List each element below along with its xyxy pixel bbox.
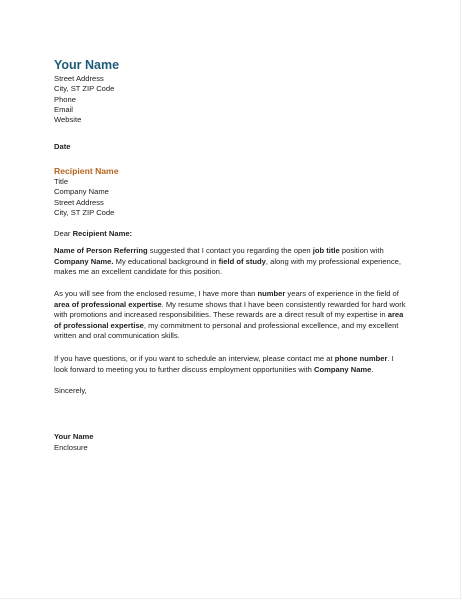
recipient-name: Recipient Name: [54, 166, 119, 176]
paragraph-referral: [54, 246, 408, 278]
enclosure-note: Enclosure: [54, 443, 88, 452]
salutation: [54, 229, 132, 239]
placeholder-company: Company Name: [314, 364, 372, 374]
placeholder-company: Company Name.: [54, 256, 114, 266]
text-run: with promotions and increased responsibilities. These rewards are a direct result of my expertise in: [54, 310, 388, 320]
salutation-prefix: Dear: [54, 229, 73, 238]
letter-date: Date: [54, 142, 71, 151]
placeholder-job-title: job title: [312, 246, 340, 255]
text-run: suggested that I contact you regarding the open: [147, 246, 313, 255]
sender-name: Your Name: [54, 58, 120, 72]
recipient-company: Company Name: [54, 187, 109, 197]
placeholder-expertise-start: area: [387, 310, 404, 320]
text-run: As you will see from the enclosed resume, I have more than: [54, 289, 258, 298]
recipient-street: Street Address: [54, 197, 104, 207]
text-run: If you have questions, or if you want to schedule an interview, please contact me at: [54, 354, 335, 363]
recipient-title: Title: [54, 177, 69, 186]
text-line: written and oral communication skills.: [54, 331, 180, 341]
sender-phone: Phone: [54, 94, 76, 104]
placeholder-field-of-study: field of study: [218, 256, 266, 266]
signature-name: Your Name: [54, 432, 94, 441]
text-run: . My resume shows that I have been consistently rewarded for hard work: [161, 299, 406, 309]
paragraph-experience: [54, 289, 408, 342]
placeholder-referrer: Name of Person Referring: [54, 246, 148, 255]
placeholder-phone-number: phone number: [334, 354, 388, 363]
placeholder-number: number: [257, 289, 286, 298]
text-run: years of experience in the field of: [285, 289, 399, 298]
text-line: makes me an excellent candidate for this position.: [54, 267, 222, 277]
recipient-address-block: [54, 177, 114, 218]
sender-email: Email: [54, 104, 73, 114]
salutation-name: Recipient Name:: [72, 229, 133, 238]
sender-street: Street Address: [54, 74, 104, 83]
placeholder-expertise: area of professional expertise: [54, 299, 162, 309]
text-run: , along with my professional experience,: [265, 256, 401, 266]
text-run: . I: [387, 354, 394, 363]
paragraph-contact: [54, 354, 408, 375]
placeholder-expertise-end: of professional expertise: [54, 320, 144, 330]
text-run: My educational background in: [113, 256, 219, 266]
sender-city: City, ST ZIP Code: [54, 84, 115, 94]
closing: Sincerely,: [54, 386, 87, 395]
recipient-city: City, ST ZIP Code: [54, 207, 115, 217]
sender-contact-block: [54, 74, 114, 125]
text-run: .: [371, 364, 374, 374]
text-run: , my commitment to personal and professional excellence, and my excellent: [143, 320, 399, 330]
text-run: look forward to meeting you to further discuss employment opportunities with: [54, 364, 315, 374]
text-run: position with: [339, 246, 384, 255]
sender-website: Website: [54, 115, 82, 125]
